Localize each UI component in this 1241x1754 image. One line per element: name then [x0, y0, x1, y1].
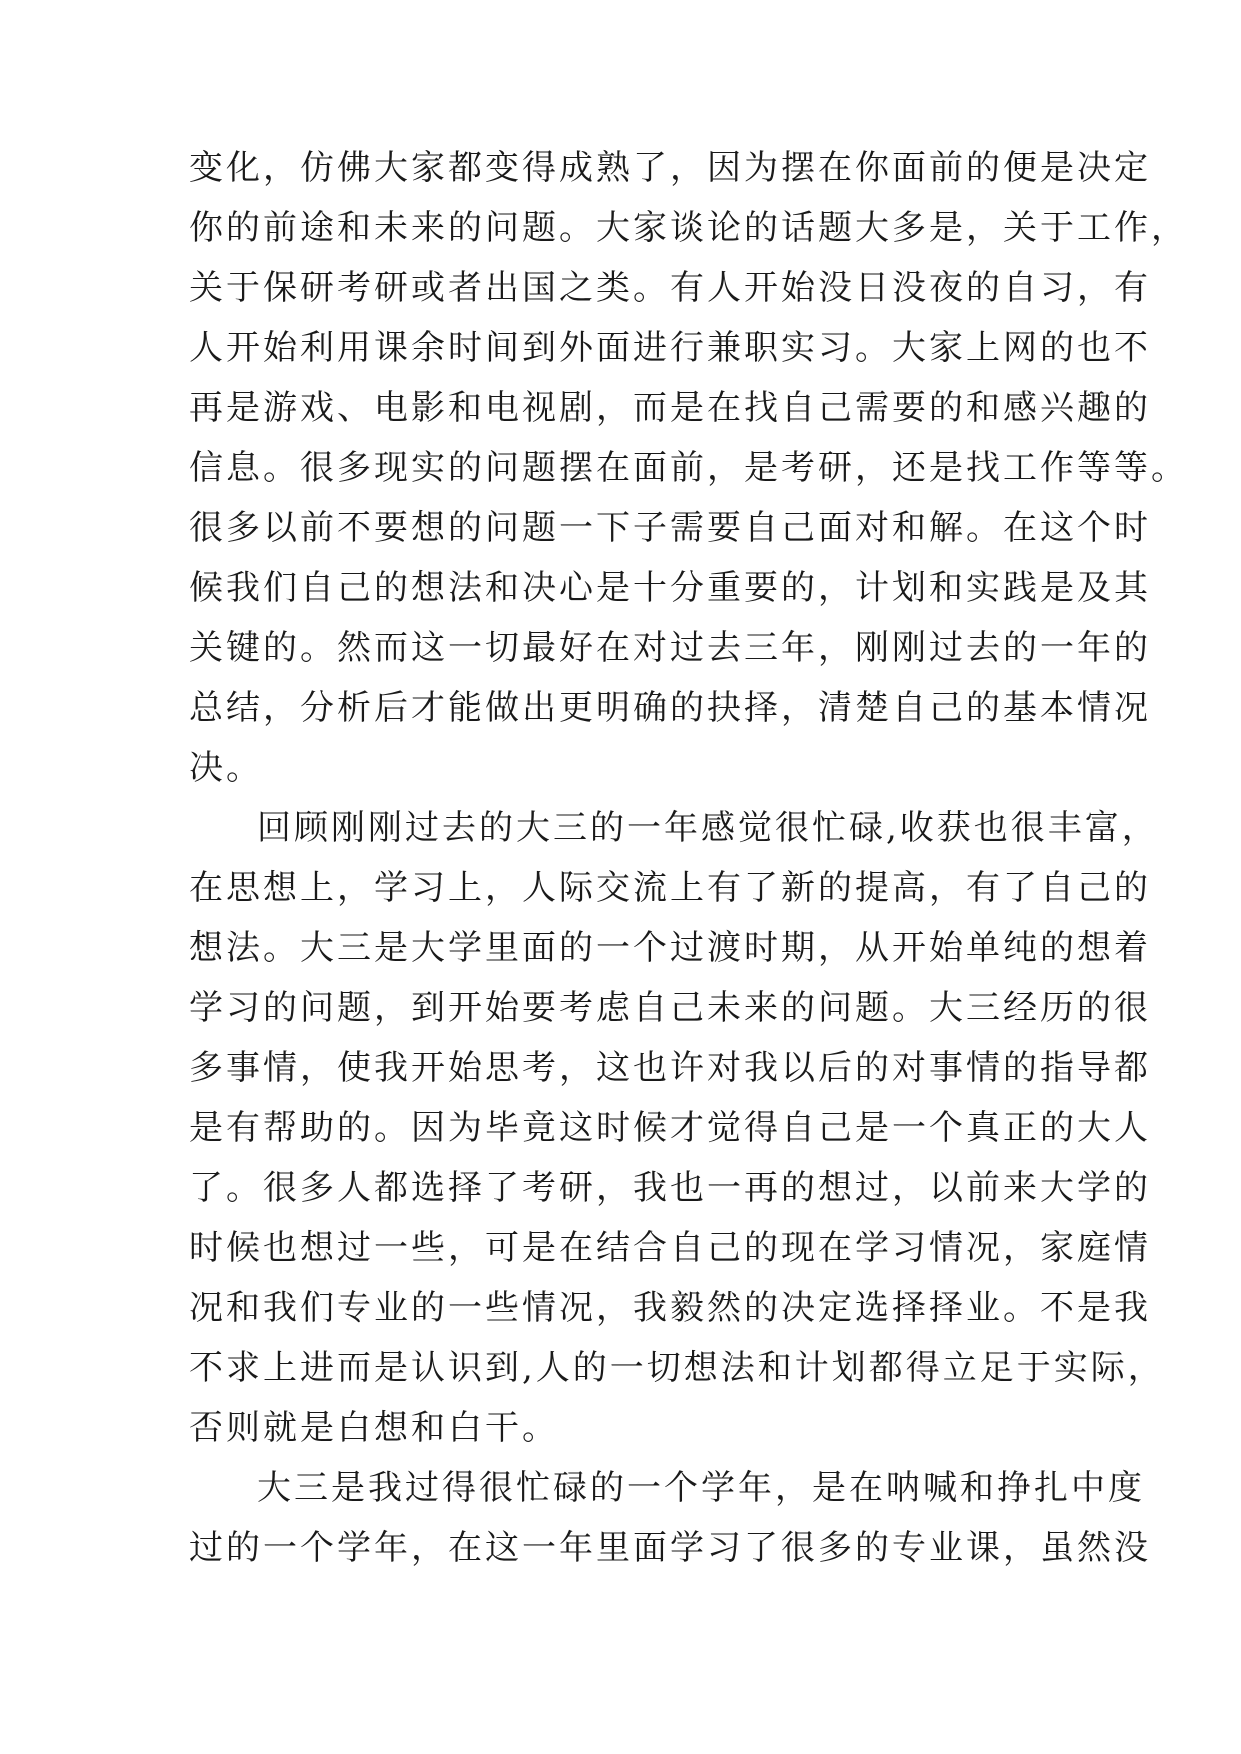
text-line: 变化，仿佛大家都变得成熟了，因为摆在你面前的便是决定 [189, 148, 1151, 188]
text-line: 候我们自己的想法和决心是十分重要的，计划和实践是及其 [189, 568, 1151, 608]
text-line: 再是游戏、电影和电视剧，而是在找自己需要的和感兴趣的 [189, 388, 1151, 428]
text-line: 关键的。然而这一切最好在对过去三年，刚刚过去的一年的 [189, 628, 1151, 668]
text-line: 你的前途和未来的问题。大家谈论的话题大多是，关于工作， [189, 208, 1188, 248]
text-line: 想法。大三是大学里面的一个过渡时期，从开始单纯的想着 [189, 928, 1151, 968]
text-line: 很多以前不要想的问题一下子需要自己面对和解。在这个时 [189, 508, 1151, 548]
text-line: 不求上进而是认识到,人的一切想法和计划都得立足于实际， [189, 1348, 1165, 1388]
paragraph-first-line: 回顾刚刚过去的大三的一年感觉很忙碌,收获也很丰富， [257, 808, 1159, 848]
text-line: 过的一个学年，在这一年里面学习了很多的专业课，虽然没 [189, 1528, 1151, 1568]
text-line: 况和我们专业的一些情况，我毅然的决定选择择业。不是我 [189, 1288, 1151, 1328]
text-line: 多事情，使我开始思考，这也许对我以后的对事情的指导都 [189, 1048, 1151, 1088]
text-line: 否则就是白想和白干。 [189, 1408, 559, 1448]
text-line: 学习的问题，到开始要考虑自己未来的问题。大三经历的很 [189, 988, 1151, 1028]
text-line: 关于保研考研或者出国之类。有人开始没日没夜的自习，有 [189, 268, 1151, 308]
text-line: 总结，分析后才能做出更明确的抉择，清楚自己的基本情况 [189, 688, 1151, 728]
text-line: 时候也想过一些，可是在结合自己的现在学习情况，家庭情 [189, 1228, 1151, 1268]
text-line: 是有帮助的。因为毕竟这时候才觉得自己是一个真正的大人 [189, 1108, 1151, 1148]
text-line: 决。 [189, 748, 263, 788]
text-line: 信息。很多现实的问题摆在面前，是考研，还是找工作等等。 [189, 448, 1188, 488]
text-line: 了。很多人都选择了考研，我也一再的想过，以前来大学的 [189, 1168, 1151, 1208]
paragraph-first-line: 大三是我过得很忙碌的一个学年，是在呐喊和挣扎中度 [257, 1468, 1145, 1508]
document-body [189, 138, 1188, 1578]
text-line: 在思想上，学习上，人际交流上有了新的提高，有了自己的 [189, 868, 1151, 908]
text-line: 人开始利用课余时间到外面进行兼职实习。大家上网的也不 [189, 328, 1151, 368]
